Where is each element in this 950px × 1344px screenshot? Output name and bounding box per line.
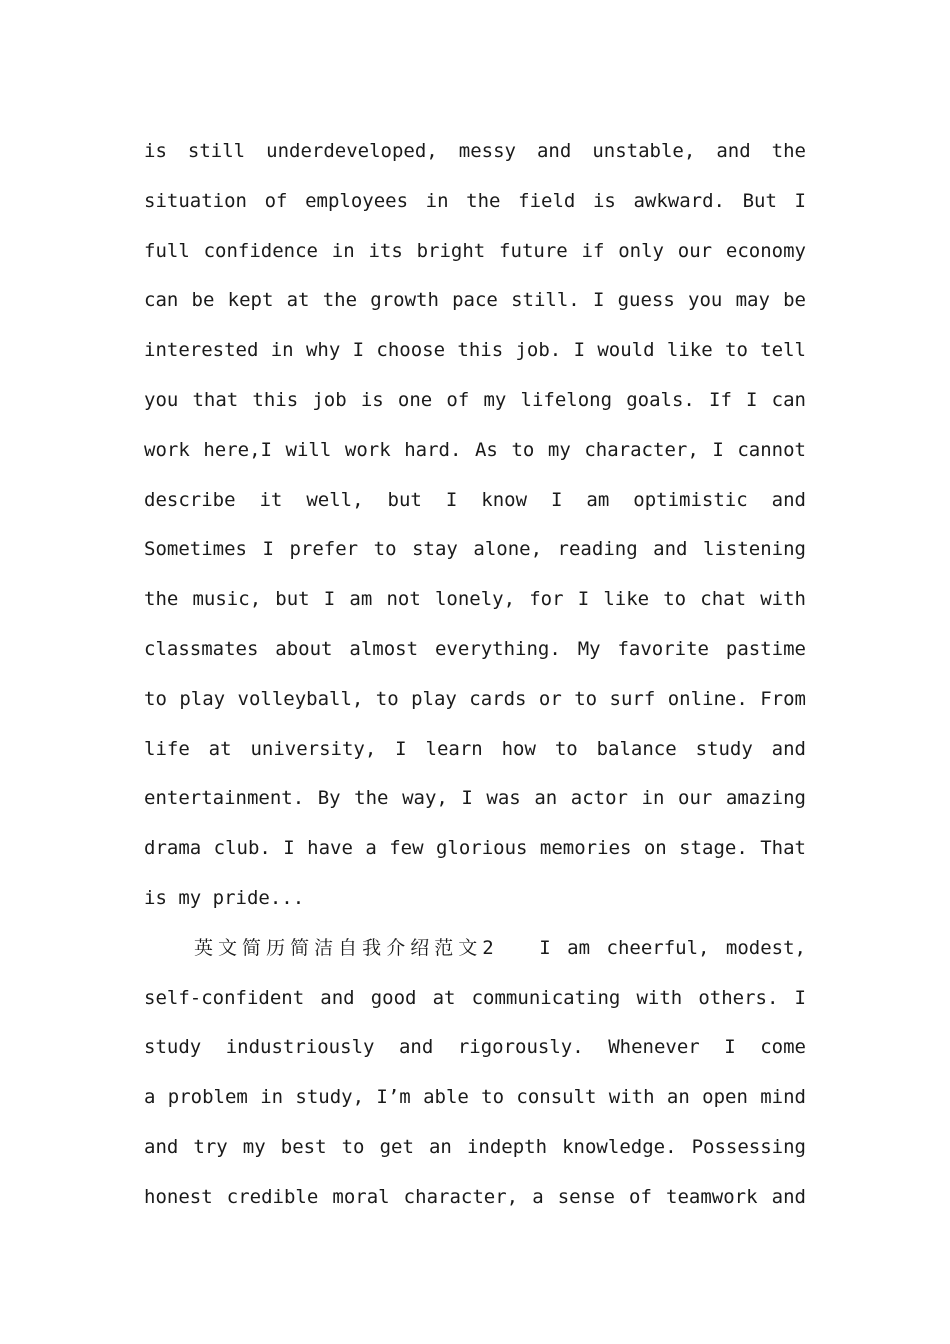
text-line: the music, but I am not lonely, for I like to chat with [144,588,806,611]
text-line: and try my best to get an indepth knowledge. Possessing [144,1135,806,1158]
text-line: you that this job is one of my lifelong goals. If I can [144,388,806,411]
text-line: to play volleyball, to play cards or to surf online. From [144,687,806,710]
text-line: is still underdeveloped, messy and unstable, and the [144,140,806,162]
text-line: life at university, I learn how to balance study and [144,737,806,760]
text-line: work here,I will work hard. As to my character, I cannot [144,438,806,461]
body-text [144,127,806,1223]
text-line: honest credible moral character, a sense of teamwork and [144,1185,806,1208]
text-line: is my pride... [144,886,305,909]
text-line: full confidence in its bright future if only our economy [144,239,806,262]
text-line: can be kept at the growth pace still. I guess you may be [144,289,806,312]
text-line: classmates about almost everything. My favorite pastime [144,637,806,660]
text-line: drama club. I have a few glorious memories on stage. That [144,837,806,860]
text-line: entertainment. By the way, I was an actor in our amazing [144,787,806,810]
text-line: a problem in study, I’m able to consult with an open mind [144,1086,806,1109]
text-line: self-confident and good at communicating with others. I [144,986,806,1009]
text-line: interested in why I choose this job. I would like to tell [144,339,806,362]
text-line: study industriously and rigorously. Whenever I come [144,1036,806,1059]
text-line: Sometimes I prefer to stay alone, reading and listening [144,538,806,561]
text-line: situation of employees in the field is awkward. But I [144,189,806,212]
section-heading-line: 英文简历简洁自我介绍范文2 I am cheerful, modest, [194,936,806,959]
text-line: describe it well, but I know I am optimistic and [144,488,806,511]
